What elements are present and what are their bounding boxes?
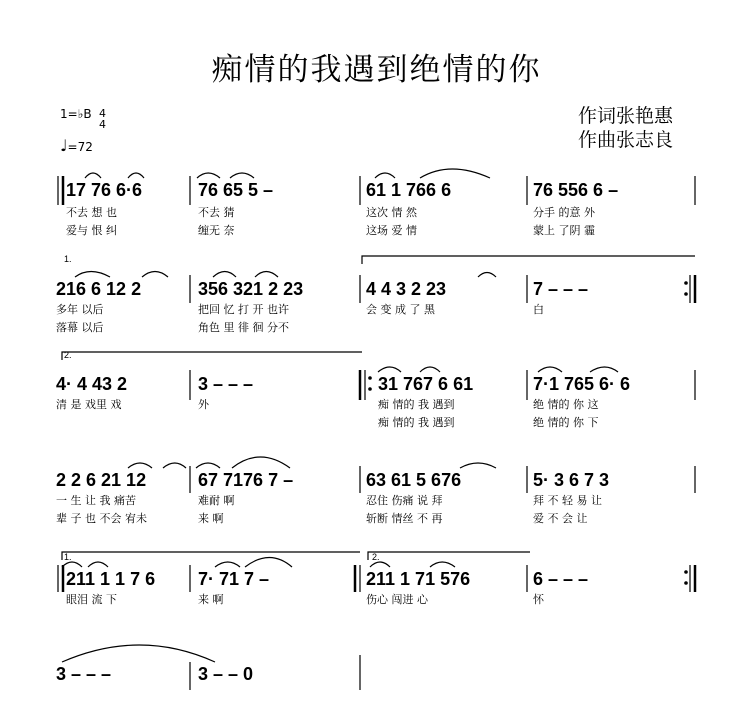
lyric-verse-1: 难耐 啊 xyxy=(198,494,235,507)
measure-notes: 7 – – – xyxy=(533,279,589,299)
lyric-verse-1: 怀 xyxy=(533,593,544,606)
quarter-note-icon: ♩ xyxy=(60,136,68,155)
lyric-verse-1: 清 是 戏里 戏 xyxy=(56,398,122,411)
lyric-verse-2: 辈 子 也 不会 宥未 xyxy=(56,512,147,525)
measure-notes: 76 65 5 – xyxy=(198,180,274,200)
lyric-verse-2: 痴 情的 我 遇到 xyxy=(378,416,455,429)
lyric-verse-2: 这场 爱 情 xyxy=(366,224,417,237)
lyric-verse-2: 缠无 奈 xyxy=(198,224,235,237)
composer-credit: 作曲张志良 xyxy=(578,129,674,151)
lyric-verse-1: 会 变 成 了 黑 xyxy=(366,303,435,316)
lyric-verse-1: 不去 想 也 xyxy=(66,206,117,219)
volta-bracket-first: 1. xyxy=(64,552,72,562)
lyric-verse-2: 落幕 以后 xyxy=(56,321,104,334)
measure-notes: 3 – – – xyxy=(198,374,254,394)
lyric-verse-1: 这次 情 然 xyxy=(366,206,417,219)
lyric-verse-1: 眼泪 流 下 xyxy=(66,593,117,606)
key-signature: 1=♭B 4 4 xyxy=(60,107,106,131)
lyric-verse-2: 爱 不 会 让 xyxy=(533,512,588,525)
measure-notes: 63 61 5 676 xyxy=(366,470,462,490)
measure-notes: 216 6 12 2 xyxy=(56,279,142,299)
lyric-verse-1: 分手 的意 外 xyxy=(533,206,595,219)
lyric-verse-1: 痴 情的 我 遇到 xyxy=(378,398,455,411)
measure-notes: 31 767 6 61 xyxy=(378,374,474,394)
volta-bracket-second: 2. xyxy=(372,552,380,562)
lyric-verse-2: 来 啊 xyxy=(198,512,224,525)
measure-notes: 5· 3 6 7 3 xyxy=(533,470,610,490)
measure-notes: 17 76 6·6 xyxy=(66,180,143,200)
measure-notes: 211 1 1 7 6 xyxy=(66,569,156,589)
lyric-verse-1: 拜 不 轻 易 让 xyxy=(533,494,602,507)
lyric-verse-1: 来 啊 xyxy=(198,593,224,606)
measure-notes: 76 556 6 – xyxy=(533,180,619,200)
lyric-verse-2: 角色 里 徘 徊 分不 xyxy=(198,321,289,334)
measure-notes: 7·1 765 6· 6 xyxy=(533,374,631,394)
lyric-verse-2: 爱与 恨 纠 xyxy=(66,224,117,237)
lyric-verse-2: 绝 情的 你 下 xyxy=(533,416,599,429)
lyricist-credit: 作词张艳惠 xyxy=(578,105,674,127)
measure-notes: 4 4 3 2 23 xyxy=(366,279,447,299)
lyric-verse-1: 外 xyxy=(198,398,209,411)
lyric-verse-1: 一 生 让 我 痛苦 xyxy=(56,494,136,507)
measure-notes: 7· 71 7 – xyxy=(198,569,270,589)
page-title: 痴情的我遇到绝情的你 xyxy=(211,52,542,88)
volta-bracket-first: 1. xyxy=(64,254,72,264)
lyric-verse-1: 白 xyxy=(533,303,544,316)
measure-notes: 6 – – – xyxy=(533,569,589,589)
lyric-verse-1: 绝 情的 你 这 xyxy=(533,398,599,411)
lyric-verse-1: 伤心 闯进 心 xyxy=(366,593,428,606)
measure-notes: 211 1 71 576 xyxy=(366,569,471,589)
measure-notes: 2 2 6 21 12 xyxy=(56,470,147,490)
lyric-verse-1: 多年 以后 xyxy=(56,303,104,316)
measure-notes: 356 321 2 23 xyxy=(198,279,304,299)
measure-notes: 4· 4 43 2 xyxy=(56,374,128,394)
lyric-verse-1: 忍住 伤痛 说 拜 xyxy=(366,494,443,507)
measure-notes: 61 1 766 6 xyxy=(366,180,452,200)
lyric-verse-1: 不去 猜 xyxy=(198,206,235,219)
lyric-verse-2: 蒙上 了阴 霾 xyxy=(533,224,595,237)
lyric-verse-2: 斩断 情丝 不 再 xyxy=(366,512,443,525)
time-signature: 4 4 xyxy=(99,107,106,131)
measure-notes: 3 – – 0 xyxy=(198,664,254,684)
lyric-verse-1: 把回 忆 打 开 也许 xyxy=(198,303,289,316)
tempo-marking: ♩=72 xyxy=(60,136,93,155)
volta-bracket-first: 2. xyxy=(64,350,72,360)
flat-icon: ♭ xyxy=(77,107,84,121)
measure-notes: 67 7176 7 – xyxy=(198,470,294,490)
measure-notes: 3 – – – xyxy=(56,664,112,684)
